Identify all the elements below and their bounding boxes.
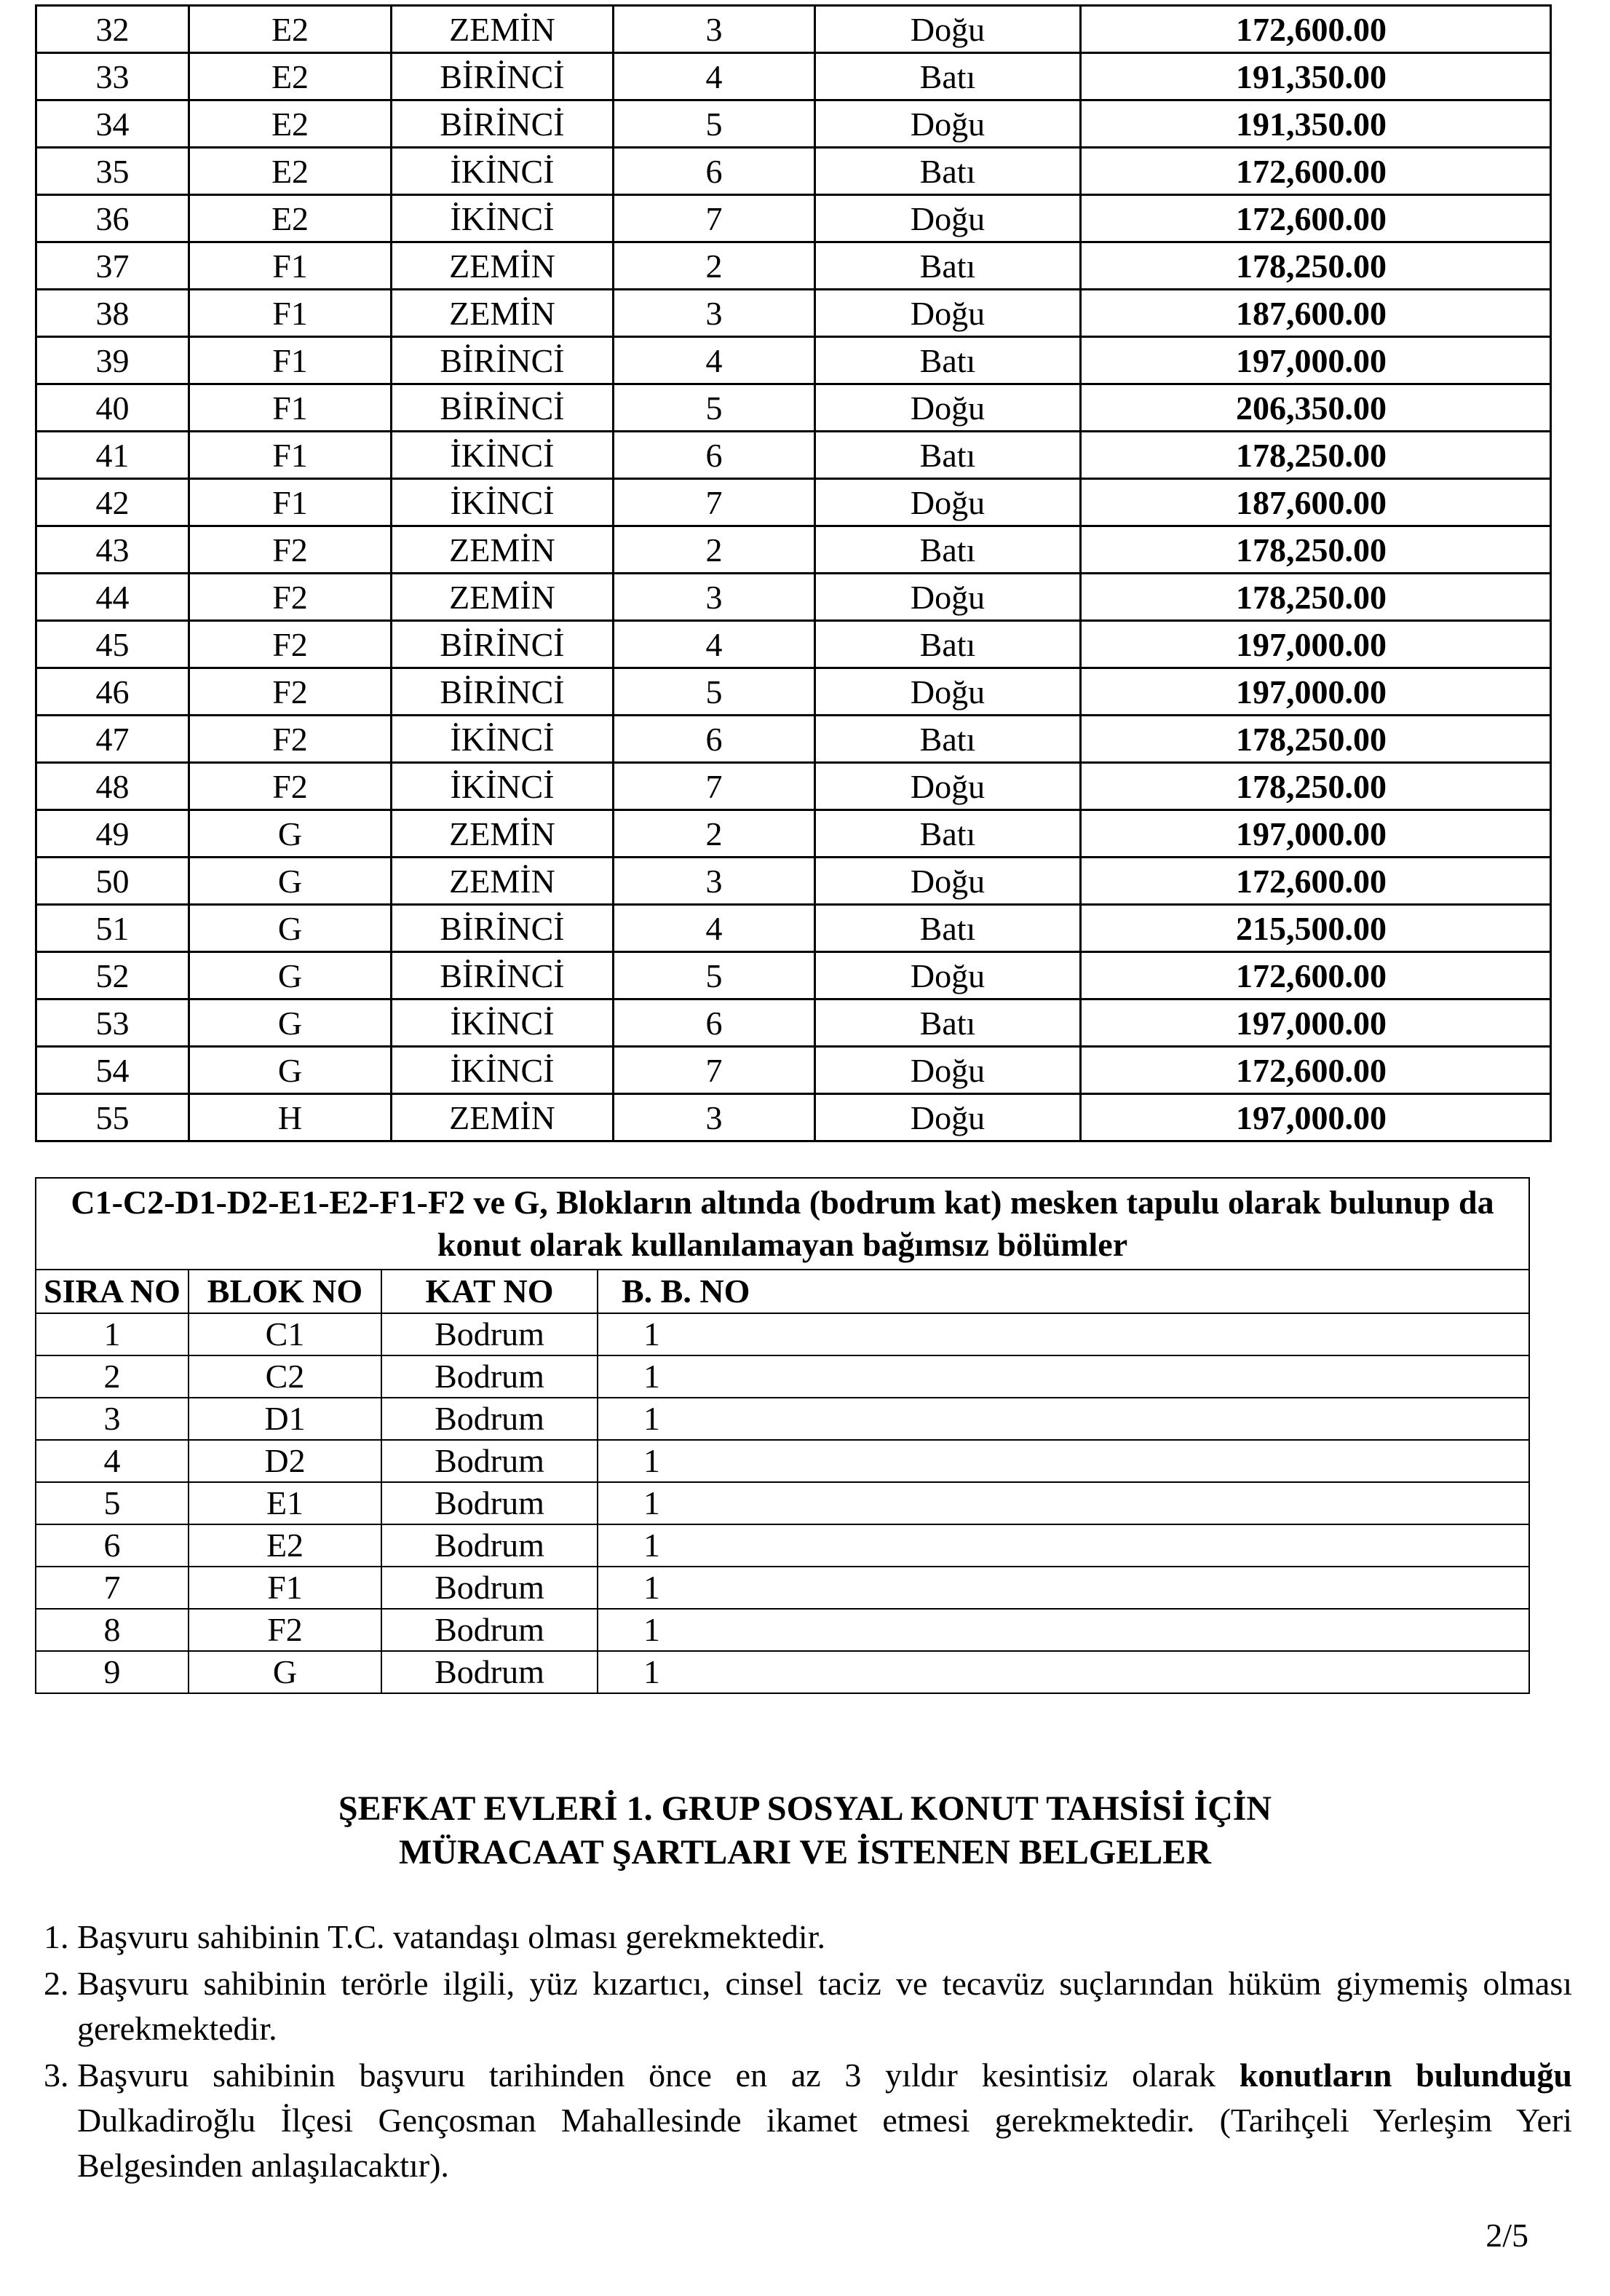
cell-block: F2 xyxy=(189,621,392,668)
cell-price: 172,600.00 xyxy=(1081,6,1551,53)
table-row xyxy=(36,1047,1551,1094)
cell-row-number: 55 xyxy=(36,1094,189,1141)
cell-block: G xyxy=(189,999,392,1047)
table-row xyxy=(36,905,1551,952)
table-row xyxy=(36,6,1551,53)
cell-floor: İKİNCİ xyxy=(392,999,614,1047)
cell-kat-no: Bodrum xyxy=(381,1440,598,1482)
cell-flat-number: 7 xyxy=(614,763,815,810)
cell-block: G xyxy=(189,952,392,999)
cell-floor: BİRİNCİ xyxy=(392,905,614,952)
cell-floor: ZEMİN xyxy=(392,858,614,905)
cell-empty xyxy=(803,1482,1529,1524)
page-number: 2/5 xyxy=(1486,2217,1528,2254)
units-table-body xyxy=(36,6,1551,1141)
cell-row-number: 41 xyxy=(36,432,189,479)
table-row xyxy=(36,479,1551,526)
section-heading-line-1: ŞEFKAT EVLERİ 1. GRUP SOSYAL KONUT TAHSİSİ İÇİN xyxy=(338,1789,1272,1828)
cell-block: F2 xyxy=(189,716,392,763)
table-row xyxy=(36,810,1551,858)
cell-flat-number: 6 xyxy=(614,148,815,195)
cell-price: 191,350.00 xyxy=(1081,100,1551,148)
cell-blok-no: C1 xyxy=(189,1313,381,1355)
cell-facade: Doğu xyxy=(815,1047,1081,1094)
cell-row-number: 43 xyxy=(36,526,189,574)
condition-item xyxy=(77,1915,1572,1960)
cell-row-number: 47 xyxy=(36,716,189,763)
cell-facade: Doğu xyxy=(815,384,1081,432)
cell-facade: Doğu xyxy=(815,574,1081,621)
cell-row-number: 33 xyxy=(36,53,189,100)
cell-block: G xyxy=(189,858,392,905)
basement-units-table xyxy=(35,1177,1530,1694)
cell-row-number: 37 xyxy=(36,242,189,290)
table-row xyxy=(36,526,1551,574)
cell-facade: Doğu xyxy=(815,290,1081,337)
table-row xyxy=(36,195,1551,242)
cell-facade: Doğu xyxy=(815,479,1081,526)
cell-facade: Doğu xyxy=(815,1094,1081,1141)
cell-blok-no: D1 xyxy=(189,1398,381,1440)
cell-facade: Batı xyxy=(815,810,1081,858)
table-row xyxy=(36,1355,1529,1398)
table-row xyxy=(36,1482,1529,1524)
header-empty xyxy=(803,1270,1529,1313)
cell-row-number: 39 xyxy=(36,337,189,384)
cell-price: 187,600.00 xyxy=(1081,290,1551,337)
cell-block: F1 xyxy=(189,384,392,432)
cell-floor: İKİNCİ xyxy=(392,432,614,479)
cell-facade: Batı xyxy=(815,242,1081,290)
cell-facade: Batı xyxy=(815,716,1081,763)
condition-text: Başvuru sahibinin terörle ilgili, yüz kızartıcı, cinsel taciz ve tecavüz suçlarından hüküm giymemiş olması gerekmektedir. xyxy=(77,1965,1572,2047)
cell-row-number: 34 xyxy=(36,100,189,148)
condition-bold-text: konutların bulunduğu xyxy=(1239,2056,1572,2094)
cell-sira-no: 9 xyxy=(36,1651,189,1693)
cell-flat-number: 4 xyxy=(614,621,815,668)
cell-block: E2 xyxy=(189,195,392,242)
cell-price: 178,250.00 xyxy=(1081,763,1551,810)
section-heading-line-2: MÜRACAAT ŞARTLARI VE İSTENEN BELGELER xyxy=(399,1833,1211,1872)
table-row xyxy=(36,668,1551,716)
cell-floor: BİRİNCİ xyxy=(392,952,614,999)
cell-block: F2 xyxy=(189,574,392,621)
condition-item xyxy=(77,2053,1572,2188)
cell-floor: ZEMİN xyxy=(392,1094,614,1141)
table-row xyxy=(36,384,1551,432)
cell-price: 215,500.00 xyxy=(1081,905,1551,952)
cell-kat-no: Bodrum xyxy=(381,1651,598,1693)
cell-flat-number: 5 xyxy=(614,384,815,432)
cell-sira-no: 5 xyxy=(36,1482,189,1524)
cell-price: 172,600.00 xyxy=(1081,1047,1551,1094)
table-row xyxy=(36,1313,1529,1355)
cell-facade: Batı xyxy=(815,905,1081,952)
cell-floor: BİRİNCİ xyxy=(392,53,614,100)
cell-price: 197,000.00 xyxy=(1081,668,1551,716)
cell-floor: İKİNCİ xyxy=(392,148,614,195)
application-conditions-list xyxy=(35,1915,1572,2188)
cell-facade: Doğu xyxy=(815,858,1081,905)
cell-facade: Batı xyxy=(815,999,1081,1047)
cell-flat-number: 3 xyxy=(614,858,815,905)
table-row xyxy=(36,858,1551,905)
cell-empty xyxy=(803,1355,1529,1398)
cell-flat-number: 6 xyxy=(614,432,815,479)
cell-block: F2 xyxy=(189,526,392,574)
cell-floor: ZEMİN xyxy=(392,810,614,858)
table-row xyxy=(36,290,1551,337)
cell-block: E2 xyxy=(189,148,392,195)
cell-flat-number: 2 xyxy=(614,810,815,858)
cell-price: 178,250.00 xyxy=(1081,242,1551,290)
cell-kat-no: Bodrum xyxy=(381,1482,598,1524)
basement-table-title: C1-C2-D1-D2-E1-E2-F1-F2 ve G, Blokların altında (bodrum kat) mesken tapulu olarak bulunup da konut olarak kullanılamayan bağımsız bölümler xyxy=(36,1178,1529,1270)
cell-row-number: 32 xyxy=(36,6,189,53)
cell-flat-number: 6 xyxy=(614,999,815,1047)
cell-price: 172,600.00 xyxy=(1081,148,1551,195)
cell-block: E2 xyxy=(189,6,392,53)
cell-flat-number: 3 xyxy=(614,574,815,621)
cell-block: F2 xyxy=(189,763,392,810)
condition-text: Dulkadiroğlu İlçesi Gençosman Mahallesinde ikamet etmesi gerekmektedir. (Tarihçeli Yerleşim Yeri Belgesinden anlaşılacaktır). xyxy=(77,2102,1572,2184)
cell-bb-no: 1 xyxy=(598,1355,803,1398)
cell-price: 197,000.00 xyxy=(1081,999,1551,1047)
cell-price: 178,250.00 xyxy=(1081,432,1551,479)
cell-price: 172,600.00 xyxy=(1081,858,1551,905)
cell-bb-no: 1 xyxy=(598,1609,803,1651)
cell-row-number: 50 xyxy=(36,858,189,905)
cell-floor: ZEMİN xyxy=(392,6,614,53)
cell-blok-no: C2 xyxy=(189,1355,381,1398)
cell-flat-number: 5 xyxy=(614,952,815,999)
cell-flat-number: 7 xyxy=(614,479,815,526)
cell-row-number: 53 xyxy=(36,999,189,1047)
cell-row-number: 45 xyxy=(36,621,189,668)
cell-floor: İKİNCİ xyxy=(392,195,614,242)
cell-price: 197,000.00 xyxy=(1081,621,1551,668)
table-row xyxy=(36,242,1551,290)
cell-blok-no: D2 xyxy=(189,1440,381,1482)
basement-header-row xyxy=(36,1270,1529,1313)
header-blok-no: BLOK NO xyxy=(189,1270,381,1313)
cell-facade: Batı xyxy=(815,148,1081,195)
cell-row-number: 35 xyxy=(36,148,189,195)
cell-price: 178,250.00 xyxy=(1081,574,1551,621)
cell-bb-no: 1 xyxy=(598,1398,803,1440)
cell-price: 172,600.00 xyxy=(1081,952,1551,999)
cell-facade: Doğu xyxy=(815,195,1081,242)
cell-block: E2 xyxy=(189,100,392,148)
cell-flat-number: 4 xyxy=(614,905,815,952)
cell-row-number: 49 xyxy=(36,810,189,858)
cell-flat-number: 7 xyxy=(614,1047,815,1094)
cell-block: F1 xyxy=(189,479,392,526)
cell-bb-no: 1 xyxy=(598,1651,803,1693)
cell-sira-no: 2 xyxy=(36,1355,189,1398)
table-row xyxy=(36,574,1551,621)
cell-facade: Batı xyxy=(815,621,1081,668)
cell-blok-no: F1 xyxy=(189,1567,381,1609)
table-row xyxy=(36,763,1551,810)
cell-price: 197,000.00 xyxy=(1081,810,1551,858)
table-row xyxy=(36,337,1551,384)
table-row xyxy=(36,1398,1529,1440)
cell-bb-no: 1 xyxy=(598,1482,803,1524)
cell-price: 187,600.00 xyxy=(1081,479,1551,526)
table-row xyxy=(36,716,1551,763)
table-row xyxy=(36,952,1551,999)
cell-facade: Doğu xyxy=(815,763,1081,810)
table-row xyxy=(36,999,1551,1047)
units-price-table xyxy=(35,4,1552,1142)
table-row xyxy=(36,53,1551,100)
cell-row-number: 54 xyxy=(36,1047,189,1094)
table-row xyxy=(36,432,1551,479)
cell-flat-number: 4 xyxy=(614,53,815,100)
cell-floor: ZEMİN xyxy=(392,526,614,574)
cell-floor: BİRİNCİ xyxy=(392,384,614,432)
cell-row-number: 46 xyxy=(36,668,189,716)
cell-flat-number: 3 xyxy=(614,290,815,337)
cell-price: 197,000.00 xyxy=(1081,1094,1551,1141)
cell-bb-no: 1 xyxy=(598,1440,803,1482)
cell-block: G xyxy=(189,810,392,858)
table-row xyxy=(36,1440,1529,1482)
cell-flat-number: 3 xyxy=(614,6,815,53)
cell-row-number: 44 xyxy=(36,574,189,621)
cell-block: G xyxy=(189,905,392,952)
cell-empty xyxy=(803,1313,1529,1355)
cell-kat-no: Bodrum xyxy=(381,1313,598,1355)
cell-facade: Batı xyxy=(815,337,1081,384)
cell-empty xyxy=(803,1651,1529,1693)
cell-sira-no: 4 xyxy=(36,1440,189,1482)
cell-bb-no: 1 xyxy=(598,1567,803,1609)
cell-price: 206,350.00 xyxy=(1081,384,1551,432)
cell-price: 178,250.00 xyxy=(1081,716,1551,763)
cell-empty xyxy=(803,1609,1529,1651)
cell-blok-no: E1 xyxy=(189,1482,381,1524)
cell-block: E2 xyxy=(189,53,392,100)
cell-sira-no: 8 xyxy=(36,1609,189,1651)
cell-kat-no: Bodrum xyxy=(381,1567,598,1609)
table-row xyxy=(36,1524,1529,1567)
cell-block: F1 xyxy=(189,242,392,290)
cell-row-number: 51 xyxy=(36,905,189,952)
cell-price: 172,600.00 xyxy=(1081,195,1551,242)
cell-block: F1 xyxy=(189,290,392,337)
cell-flat-number: 5 xyxy=(614,100,815,148)
cell-row-number: 52 xyxy=(36,952,189,999)
table-row xyxy=(36,148,1551,195)
cell-blok-no: F2 xyxy=(189,1609,381,1651)
cell-empty xyxy=(803,1398,1529,1440)
condition-text: Başvuru sahibinin başvuru tarihinden önce en az 3 yıldır kesintisiz olarak xyxy=(77,2056,1240,2094)
basement-table-body xyxy=(36,1178,1529,1693)
cell-blok-no: G xyxy=(189,1651,381,1693)
cell-facade: Doğu xyxy=(815,668,1081,716)
header-bb-no: B. B. NO xyxy=(598,1270,803,1313)
cell-row-number: 40 xyxy=(36,384,189,432)
table-row xyxy=(36,1609,1529,1651)
cell-kat-no: Bodrum xyxy=(381,1524,598,1567)
cell-blok-no: E2 xyxy=(189,1524,381,1567)
cell-flat-number: 7 xyxy=(614,195,815,242)
cell-flat-number: 4 xyxy=(614,337,815,384)
header-kat-no: KAT NO xyxy=(381,1270,598,1313)
cell-facade: Batı xyxy=(815,526,1081,574)
cell-facade: Doğu xyxy=(815,6,1081,53)
cell-block: F2 xyxy=(189,668,392,716)
cell-flat-number: 2 xyxy=(614,242,815,290)
cell-facade: Doğu xyxy=(815,100,1081,148)
cell-empty xyxy=(803,1524,1529,1567)
cell-floor: İKİNCİ xyxy=(392,479,614,526)
cell-row-number: 38 xyxy=(36,290,189,337)
cell-floor: BİRİNCİ xyxy=(392,337,614,384)
cell-sira-no: 7 xyxy=(36,1567,189,1609)
cell-block: G xyxy=(189,1047,392,1094)
cell-sira-no: 1 xyxy=(36,1313,189,1355)
cell-floor: BİRİNCİ xyxy=(392,668,614,716)
header-sira-no: SIRA NO xyxy=(36,1270,189,1313)
table-row xyxy=(36,1651,1529,1693)
cell-price: 178,250.00 xyxy=(1081,526,1551,574)
condition-text: Başvuru sahibinin T.C. vatandaşı olması gerekmektedir. xyxy=(77,1918,825,1955)
cell-kat-no: Bodrum xyxy=(381,1355,598,1398)
cell-floor: ZEMİN xyxy=(392,574,614,621)
cell-floor: ZEMİN xyxy=(392,242,614,290)
table-row xyxy=(36,100,1551,148)
cell-block: F1 xyxy=(189,432,392,479)
cell-facade: Batı xyxy=(815,53,1081,100)
cell-floor: İKİNCİ xyxy=(392,763,614,810)
cell-facade: Doğu xyxy=(815,952,1081,999)
cell-kat-no: Bodrum xyxy=(381,1398,598,1440)
cell-row-number: 48 xyxy=(36,763,189,810)
cell-bb-no: 1 xyxy=(598,1524,803,1567)
cell-kat-no: Bodrum xyxy=(381,1609,598,1651)
cell-block: H xyxy=(189,1094,392,1141)
cell-row-number: 36 xyxy=(36,195,189,242)
cell-block: F1 xyxy=(189,337,392,384)
cell-flat-number: 2 xyxy=(614,526,815,574)
cell-floor: İKİNCİ xyxy=(392,716,614,763)
cell-bb-no: 1 xyxy=(598,1313,803,1355)
cell-price: 197,000.00 xyxy=(1081,337,1551,384)
cell-price: 191,350.00 xyxy=(1081,53,1551,100)
cell-sira-no: 6 xyxy=(36,1524,189,1567)
cell-row-number: 42 xyxy=(36,479,189,526)
table-row xyxy=(36,1094,1551,1141)
cell-floor: BİRİNCİ xyxy=(392,621,614,668)
table-row xyxy=(36,1567,1529,1609)
cell-floor: ZEMİN xyxy=(392,290,614,337)
cell-facade: Batı xyxy=(815,432,1081,479)
cell-flat-number: 6 xyxy=(614,716,815,763)
cell-flat-number: 3 xyxy=(614,1094,815,1141)
table-row xyxy=(36,621,1551,668)
cell-sira-no: 3 xyxy=(36,1398,189,1440)
condition-item xyxy=(77,1961,1572,2051)
basement-title-row xyxy=(36,1178,1529,1270)
cell-empty xyxy=(803,1567,1529,1609)
cell-flat-number: 5 xyxy=(614,668,815,716)
cell-floor: BİRİNCİ xyxy=(392,100,614,148)
cell-empty xyxy=(803,1440,1529,1482)
cell-floor: İKİNCİ xyxy=(392,1047,614,1094)
